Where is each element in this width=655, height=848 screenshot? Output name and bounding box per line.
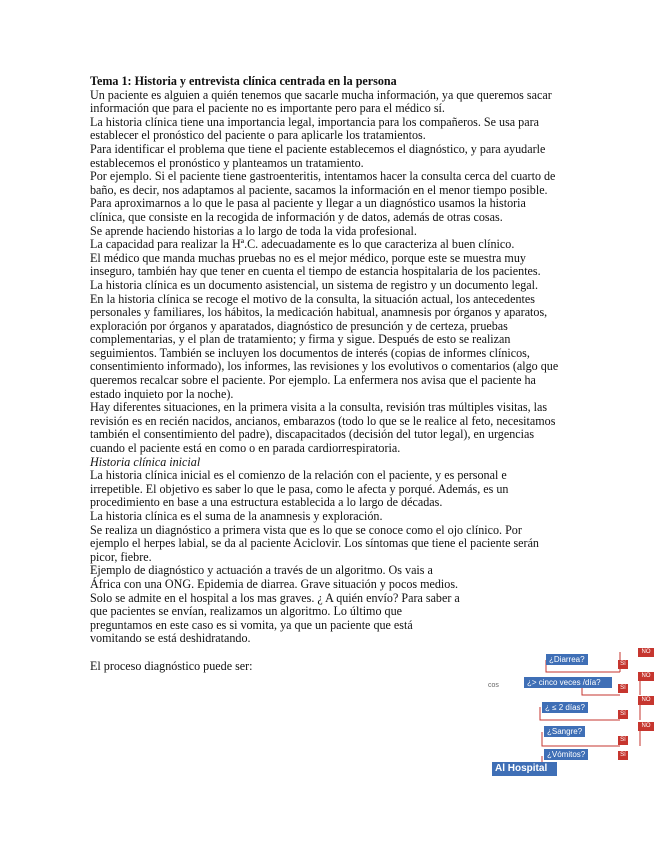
- algorithm-flowchart: [480, 640, 655, 780]
- paragraph: Un paciente es alguien a quién tenemos que sacarle mucha información, ya que queremos sacar información que para el paciente no es importante pero para el médico sí.: [90, 87, 552, 116]
- paragraph: Ejemplo de diagnóstico y actuación a través de un algoritmo. Os vais a África con una ONG. Epidemia de diarrea. Grave situación y pocos medios. Solo se admite en el hospital a los mas graves. ¿ A quién envío? Para saber a que pacientes se envían, realizamos un algoritmo. Lo último que preguntamos en este caso es si vomita, ya que un paciente que está vomitando se está deshidratando.: [90, 563, 460, 646]
- paragraph: Se realiza un diagnóstico a primera vista que es lo que se conoce como el ojo clínico. Por ejemplo el herpes labial, se da al paciente Aciclovir. Los síntomas que tiene el paciente serán picor, fiebre.: [90, 522, 539, 564]
- step-diarrea: ¿Diarrea?: [546, 654, 588, 665]
- paragraph: Se aprende haciendo historias a lo largo de toda la vida profesional.: [90, 223, 417, 238]
- yes-badge: Sí: [618, 736, 628, 745]
- end-hospital: Al Hospital: [492, 762, 557, 776]
- paragraph: La historia clínica es el suma de la anamnesis y exploración.: [90, 509, 383, 523]
- section-subheading: Historia clínica inicial: [90, 454, 201, 469]
- document-body: [90, 75, 560, 673]
- paragraph: En la historia clínica se recoge el motivo de la consulta, la situación actual, los antecedentes personales y familiares, los hábitos, la medicación habitual, anamnesis por órganos y aparatos, exploración por órganos y aparatados, diagnóstico de presunción y de certeza, pruebas complementarias, y el plan de tratamiento; y firma y sigue. Después de esto se realizan seguimientos. También se incluyen los documentos de interés (copias de informes clínicos, consentimiento informado), los informes, las revisiones y los evolutivos o comentarios (algo que queremos recalcar sobre el paciente. Por ejemplo. La enfermera nos avisa que el paciente ha estado inquieto por la noche).: [90, 291, 559, 401]
- step-vomitos: ¿Vómitos?: [544, 749, 588, 760]
- closing-line: El proceso diagnóstico puede ser:: [90, 658, 253, 673]
- document-title: Tema 1: Historia y entrevista clínica centrada en la persona: [90, 74, 397, 88]
- paragraph: La capacidad para realizar la Hª.C. adecuadamente es lo que caracteriza al buen clínico.: [90, 237, 515, 252]
- yes-badge: Sí: [618, 710, 628, 719]
- paragraph: La historia clínica inicial es el comienzo de la relación con el paciente, y es personal e irrepetible. El objetivo es saber lo que le pasa, como le afecta y porqué. Además, es un procedimiento en base a una estructura establecida a lo largo de décadas.: [90, 468, 509, 510]
- no-badge: NO: [638, 696, 654, 705]
- paragraph: La historia clínica tiene una importancia legal, importancia para los compañeros. Se usa para establecer el pronóstico del paciente o para aplicarle los tratamientos.: [90, 114, 539, 143]
- yes-badge: Sí: [618, 684, 628, 693]
- step-sangre: ¿Sangre?: [544, 726, 585, 737]
- step-frecuencia: ¿> cinco veces /día?: [524, 677, 612, 688]
- paragraph: Para aproximarnos a lo que le pasa al paciente y llegar a un diagnóstico usamos la historia clínica, que consiste en la recogida de información y de datos, además de otras cosas.: [90, 196, 526, 224]
- paragraph: Para identificar el problema que tiene el paciente establecemos el diagnóstico, y para ayudarle establecemos el pronóstico y planteamos un tratamiento.: [90, 141, 546, 170]
- cut-off-text: cos: [488, 682, 499, 689]
- paragraph: Hay diferentes situaciones, en la primera visita a la consulta, revisión tras múltiples visitas, las revisión es en recién nacidos, ancianos, embarazos (todo lo que se le realice al feto, necesitamos también el consentimiento del padre), discapacitados (decisión del tutor legal), en urgencias cuando el paciente está en como o en parada cardiorrespiratoria.: [90, 400, 556, 456]
- yes-badge: Sí: [618, 660, 628, 669]
- paragraph: La historia clínica es un documento asistencial, un sistema de registro y un documento legal.: [90, 277, 539, 292]
- no-badge: NO: [638, 672, 654, 681]
- yes-badge: Sí: [618, 751, 628, 760]
- paragraph: Por ejemplo. Si el paciente tiene gastroenteritis, intentamos hacer la consulta cerca del cuarto de baño, es decir, nos adaptamos al paciente, sacamos la información en el menor tiempo posible.: [90, 169, 556, 197]
- no-badge: NO: [638, 722, 654, 731]
- paragraph: El médico que manda muchas pruebas no es el mejor médico, porque este se muestra muy inseguro, también hay que tener en cuenta el tiempo de estancia hospitalaria de los pacientes.: [90, 250, 541, 279]
- no-badge: NO: [638, 648, 654, 657]
- step-dias: ¿ ≤ 2 días?: [542, 702, 588, 713]
